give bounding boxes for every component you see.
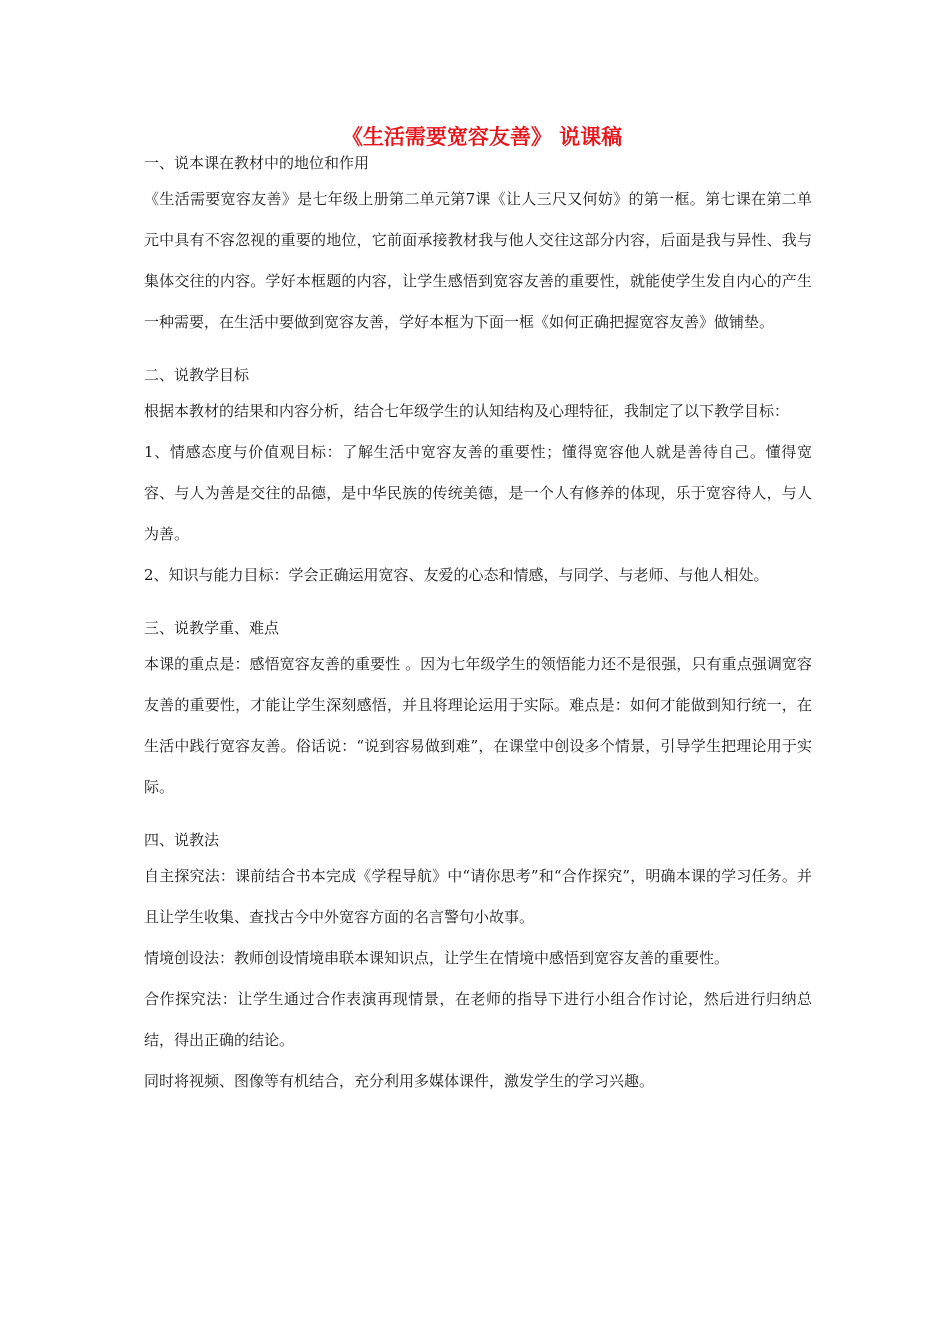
- section-heading: 一、说本课在教材中的地位和作用: [144, 154, 370, 172]
- section-3: [144, 618, 812, 808]
- section-heading: 三、说教学重、难点: [144, 619, 280, 637]
- section-heading: 四、说教法: [144, 831, 220, 849]
- document-title: 《生活需要宽容友善》 说课稿: [341, 124, 623, 149]
- section-paragraph: 1、情感态度与价值观目标：了解生活中宽容友善的重要性；懂得宽容他人就是善待自己。懂得宽容、与人为善是交往的品德，是中华民族的传统美德，是一个人有修养的体现，乐于宽容待人，与人为善。: [144, 443, 812, 543]
- section-paragraph: 同时将视频、图像等有机结合，充分利用多媒体课件，激发学生的学习兴趣。: [144, 1072, 655, 1090]
- blank-line: [144, 343, 812, 360]
- blank-line: [144, 596, 812, 613]
- blank-line: [144, 808, 812, 825]
- document-body: [144, 124, 812, 1102]
- section-paragraph: 《生活需要宽容友善》是七年级上册第二单元第7课《让人三尺又何妨》的第一框。第七课在第二单元中具有不容忽视的重要的地位，它前面承接教材我与他人交往这部分内容，后面是我与异性、我与集体交往的内容。学好本框题的内容，让学生感悟到宽容友善的重要性，就能使学生发自内心的产生一种需要，在生活中要做到宽容友善，学好本框为下面一框《如何正确把握宽容友善》做铺垫。: [144, 190, 812, 331]
- section-paragraph: 合作探究法：让学生通过合作表演再现情景，在老师的指导下进行小组合作讨论，然后进行归纳总结，得出正确的结论。: [144, 990, 812, 1049]
- section-paragraph: 本课的重点是：感悟宽容友善的重要性 。因为七年级学生的领悟能力还不是很强，只有重点强调宽容友善的重要性，才能让学生深刻感悟，并且将理论运用于实际。难点是：如何才能做到知行统一，在生活中践行宽容友善。俗话说：“说到容易做到难”，在课堂中创设多个情景，引导学生把理论用于实际。: [144, 655, 812, 796]
- section-heading: 二、说教学目标: [144, 366, 250, 384]
- section-2: [144, 365, 812, 596]
- section-paragraph: 2、知识与能力目标：学会正确运用宽容、友爱的心态和情感，与同学、与老师、与他人相处。: [144, 566, 769, 584]
- section-4: [144, 830, 812, 1102]
- section-1: [144, 153, 812, 343]
- section-paragraph: 根据本教材的结果和内容分析，结合七年级学生的认知结构及心理特征，我制定了以下教学目标：: [144, 402, 790, 420]
- section-paragraph: 情境创设法：教师创设情境串联本课知识点，让学生在情境中感悟到宽容友善的重要性。: [144, 949, 730, 967]
- section-paragraph: 自主探究法：课前结合书本完成《学程导航》中“请你思考”和“合作探究”，明确本课的学习任务。并且让学生收集、查找古今中外宽容方面的名言警句小故事。: [144, 867, 812, 926]
